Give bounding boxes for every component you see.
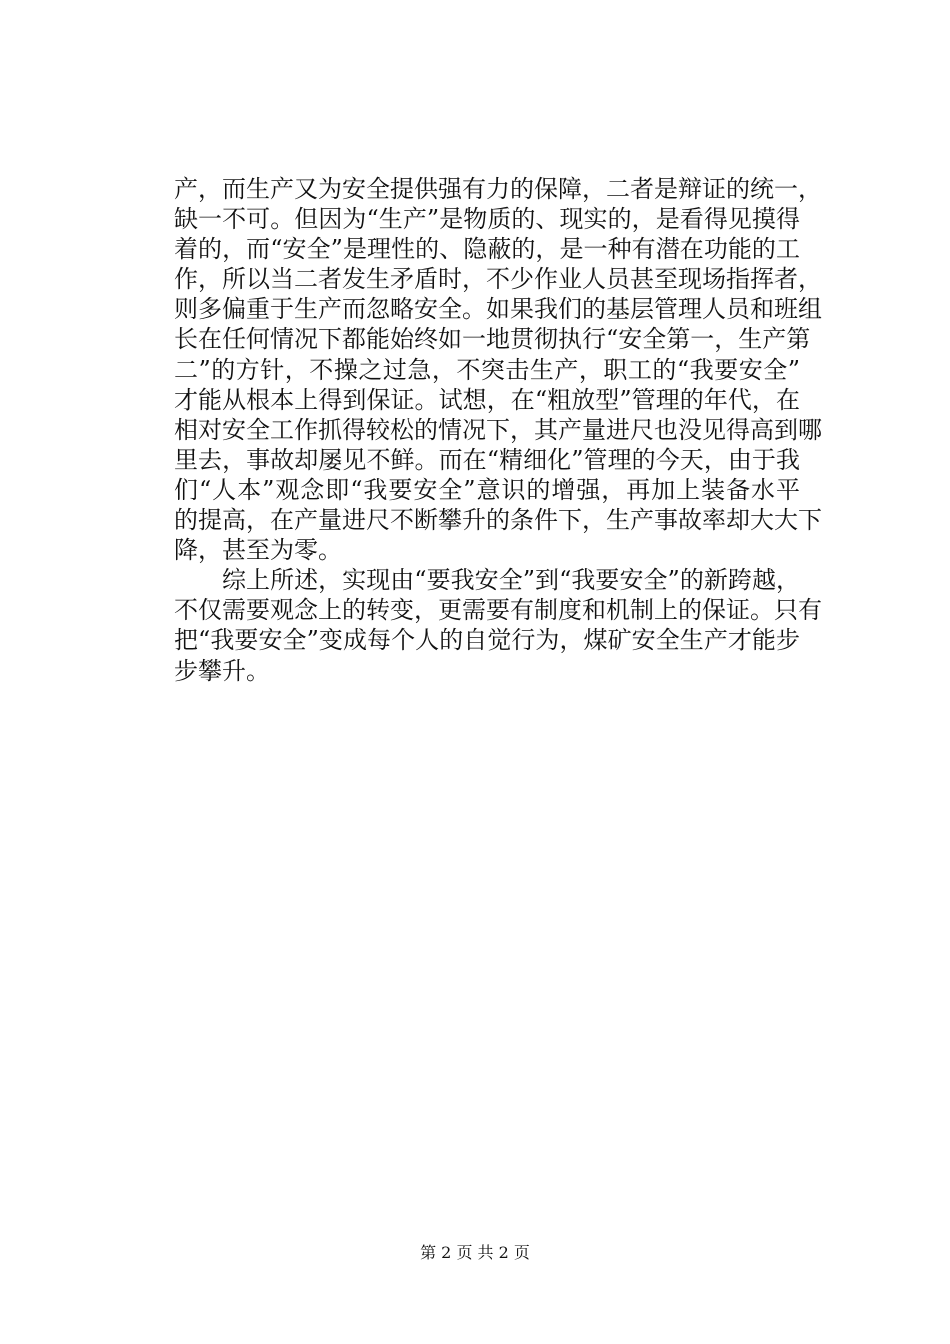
document-body	[174, 174, 822, 686]
paragraph-1-line-12: 的提高，在产量进尺不断攀升的条件下，生产事故率却大大下	[174, 506, 822, 535]
paragraph-1-line-13: 降，甚至为零。	[174, 536, 342, 565]
page-number-footer: 第 2 页 共 2 页	[420, 1243, 530, 1262]
paragraph-1-line-3: 着的，而“安全”是理性的、隐蔽的，是一种有潜在功能的工	[174, 235, 800, 264]
paragraph-1-line-1: 产，而生产又为安全提供强有力的保障，二者是辩证的统一，	[174, 175, 822, 203]
paragraph-1-line-5: 则多偏重于生产而忽略安全。如果我们的基层管理人员和班组	[174, 295, 822, 324]
paragraph-2-line-4: 步攀升。	[174, 656, 270, 685]
paragraph-1-line-9: 相对安全工作抓得较松的情况下，其产量进尺也没见得高到哪	[174, 415, 822, 444]
paragraph-1-line-11: 们“人本”观念即“我要安全”意识的增强，再加上装备水平	[174, 475, 800, 504]
paragraph-1-line-10: 里去，事故却屡见不鲜。而在“精细化”管理的今天，由于我	[174, 445, 800, 474]
paragraph-1-line-6: 长在任何情况下都能始终如一地贯彻执行“安全第一，生产第	[174, 325, 811, 354]
paragraph-2-line-3: 把“我要安全”变成每个人的自觉行为，煤矿安全生产才能步	[174, 626, 800, 655]
paragraph-1-line-2: 缺一不可。但因为“生产”是物质的、现实的，是看得见摸得	[174, 205, 800, 234]
paragraph-1-line-8: 才能从根本上得到保证。试想，在“粗放型”管理的年代，在	[174, 385, 800, 414]
paragraph-2-line-2: 不仅需要观念上的转变，更需要有制度和机制上的保证。只有	[174, 596, 822, 625]
paragraph-1-line-7: 二”的方针，不操之过急，不突击生产，职工的“我要安全”	[174, 355, 800, 384]
paragraph-1-line-4: 作，所以当二者发生矛盾时，不少作业人员甚至现场指挥者，	[174, 265, 822, 294]
paragraph-2-line-1: 综上所述，实现由“要我安全”到“我要安全”的新跨越，	[222, 566, 800, 595]
